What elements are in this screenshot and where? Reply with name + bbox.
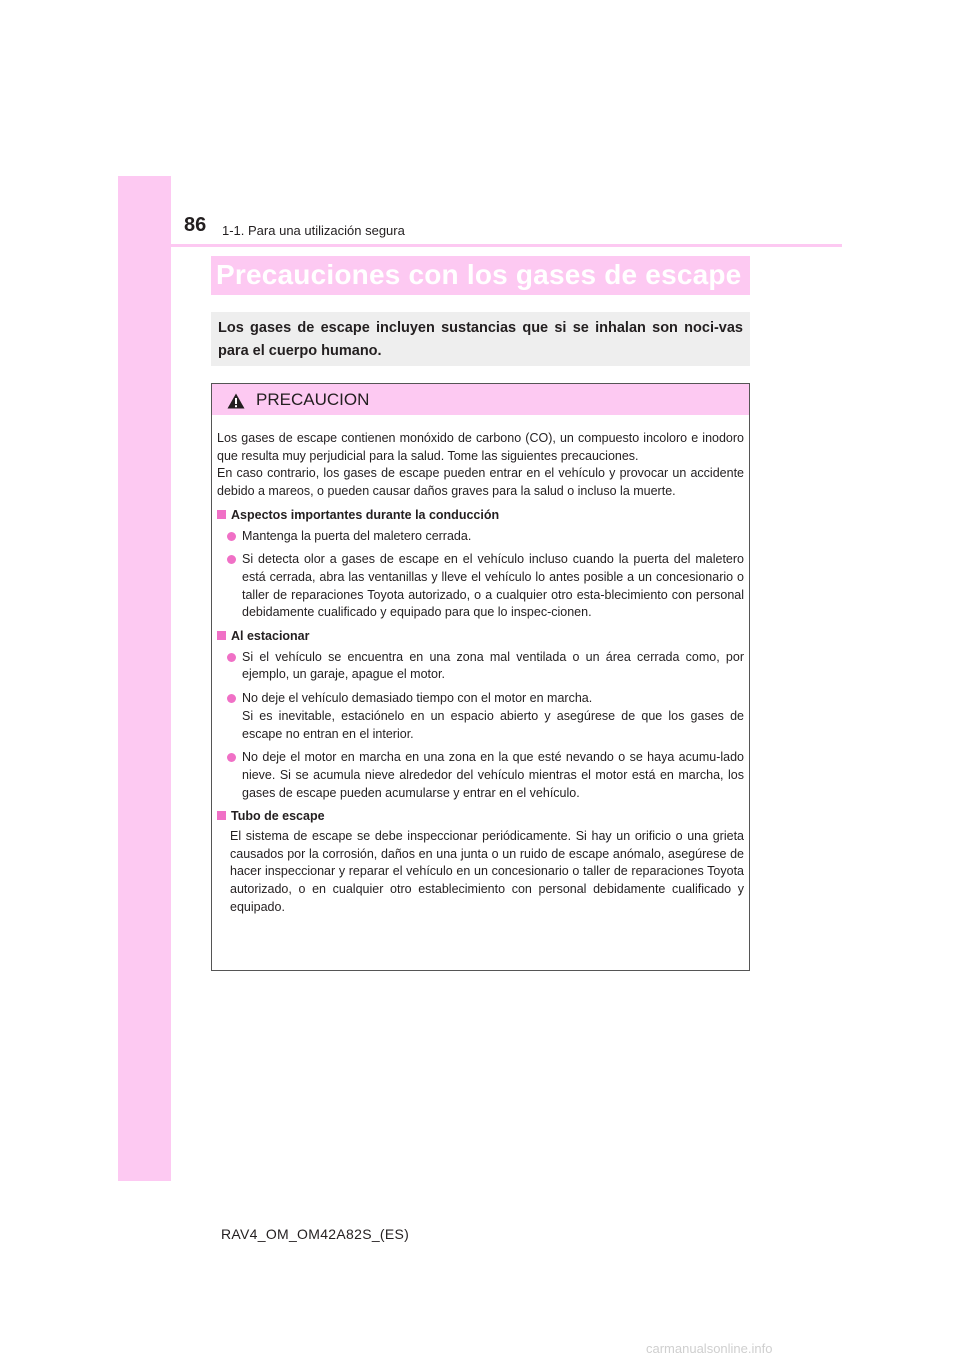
- title-bar: [211, 256, 750, 295]
- list-item: No deje el vehículo demasiado tiempo con el motor en marcha. Si es inevitable, estaciónelo en un espacio abierto y asegúrese de que los gases de escape no entran en el interior.: [217, 690, 744, 743]
- watermark: carmanualsonline.info: [646, 1341, 773, 1356]
- page-title: Precauciones con los gases de escape: [216, 259, 742, 290]
- section-heading: Al estacionar: [217, 628, 744, 646]
- section-heading: Aspectos importantes durante la conducción: [217, 507, 744, 525]
- document-code: RAV4_OM_OM42A82S_(ES): [221, 1226, 410, 1242]
- section-heading: Tubo de escape: [217, 808, 744, 826]
- list-item: Si detecta olor a gases de escape en el vehículo incluso cuando la puerta del maletero está cerrada, abra las ventanillas y lleve el vehículo lo antes posible a un concesionario o taller de reparaciones Toyota autorizado, o a cualquier otro esta-blecimiento con personal debidamente cualificado y equipado para que lo inspec-cionen.: [217, 551, 744, 622]
- circle-bullet-icon: [227, 653, 236, 662]
- section-reference: 1-1. Para una utilización segura: [222, 223, 405, 238]
- list-item: No deje el motor en marcha en una zona en la que esté nevando o se haya acumu-lado nieve. Si se acumula nieve alrededor del vehículo mientras el motor está en marcha, los gases de escape pueden acumularse y entrar en el vehículo.: [217, 749, 744, 802]
- section-text: El sistema de escape se debe inspeccionar periódicamente. Si hay un orificio o una grieta causados por la corrosión, daños en una junta o un ruido de escape anómalo, asegúrese de hacer inspeccionar y reparar el vehículo en un concesionario o taller de reparaciones Toyota autorizado, o en cualquier otro establecimiento con personal debidamente cualificado y equipado.: [230, 829, 744, 914]
- circle-bullet-icon: [227, 694, 236, 703]
- circle-bullet-icon: [227, 532, 236, 541]
- caution-body: [217, 430, 744, 917]
- intro-box: [211, 312, 750, 366]
- circle-bullet-icon: [227, 555, 236, 564]
- caution-title: PRECAUCION: [256, 390, 370, 409]
- side-tab-strip: [118, 176, 171, 1181]
- square-bullet-icon: [217, 631, 226, 640]
- list-item-continuation: Si es inevitable, estaciónelo en un espacio abierto y asegúrese de que los gases de escape no entran en el interior.: [242, 708, 744, 741]
- circle-bullet-icon: [227, 753, 236, 762]
- caution-intro-line: Los gases de escape contienen monóxido de carbono (CO), un compuesto incoloro e inodoro que resulta muy perjudicial para la salud. Tome las siguientes precauciones.: [217, 431, 744, 463]
- square-bullet-icon: [217, 510, 226, 519]
- caution-box: [211, 383, 750, 971]
- intro-text: Los gases de escape incluyen sustancias que si se inhalan son noci-vas para el cuerpo humano.: [218, 320, 743, 359]
- list-item: Si el vehículo se encuentra en una zona mal ventilada o un área cerrada como, por ejemplo, un garaje, apague el motor.: [217, 649, 744, 684]
- page-number: 86: [184, 214, 207, 236]
- caution-intro-line: En caso contrario, los gases de escape pueden entrar en el vehículo y provocar un accidente debido a mareos, o pueden causar daños graves para la salud o incluso la muerte.: [217, 466, 744, 499]
- warning-triangle-icon: [227, 393, 245, 409]
- list-item: Mantenga la puerta del maletero cerrada.: [217, 528, 744, 546]
- header-rule: [118, 244, 842, 247]
- caution-header: [212, 384, 749, 415]
- square-bullet-icon: [217, 811, 226, 820]
